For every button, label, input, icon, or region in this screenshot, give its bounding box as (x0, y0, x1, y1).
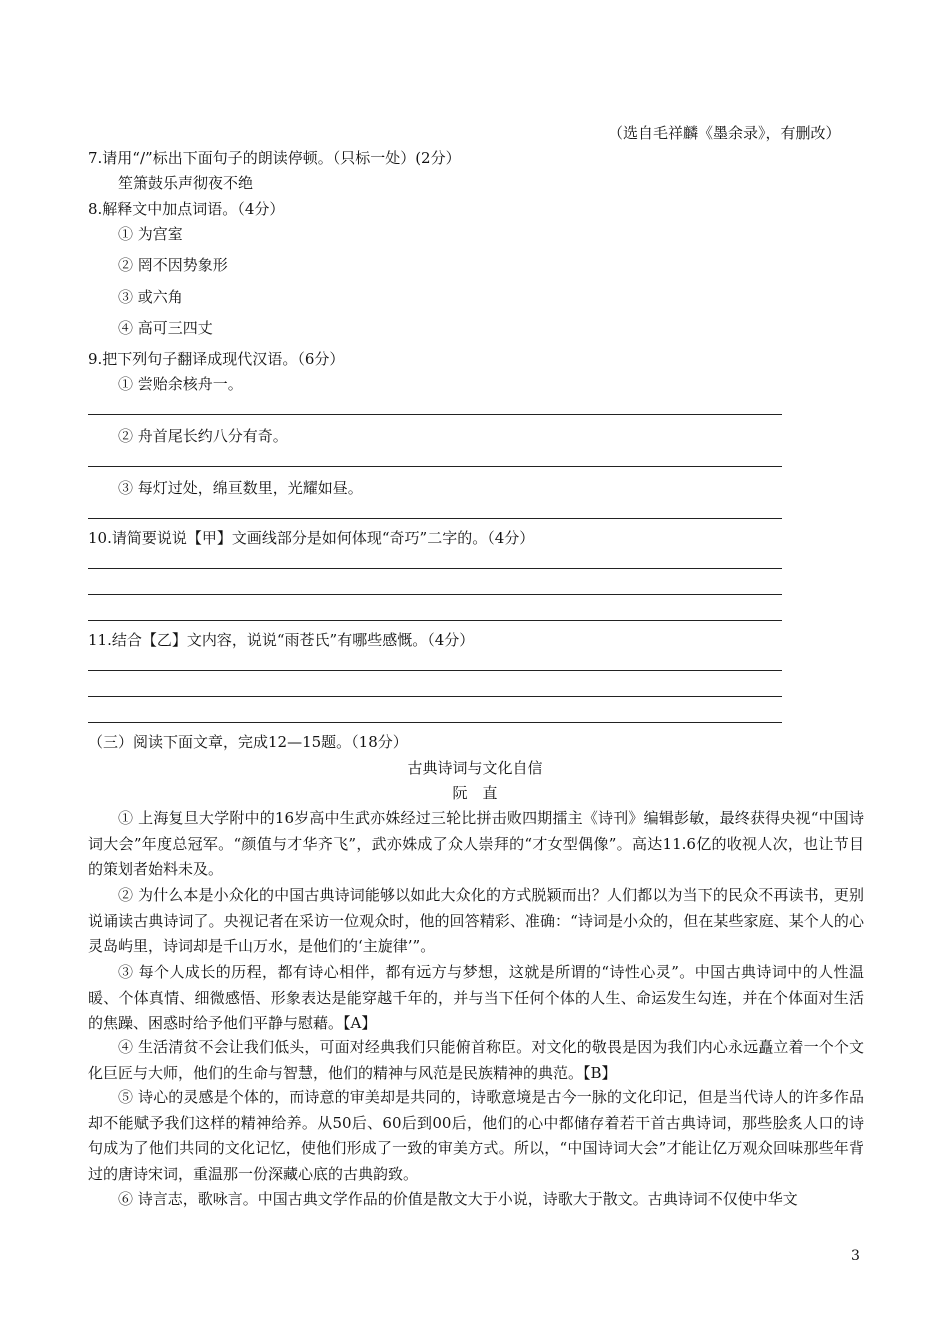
answer-line[interactable] (88, 696, 782, 697)
article-paragraph: ⑥ 诗言志，歌咏言。中国古典文学作品的价值是散文大于小说，诗歌大于散文。古典诗词不仅使中华文 (118, 1190, 798, 1208)
article-paragraph: ③ 每个人成长的历程，都有诗心相伴，都有远方与梦想，这就是所谓的“诗性心灵”。中国古典诗词中的人性温暖、个体真情、细微感悟、形象表达是能穿越千年的，并与当下任何个体的人生、命运发生勾连，并在个体面对生活的焦躁、困惑时给予他们平静与慰藉。【A】 (88, 963, 864, 1032)
question-7: 7.请用“/”标出下面句子的朗读停顿。（只标一处）(2分） (88, 149, 461, 167)
answer-line[interactable] (88, 722, 782, 723)
article-paragraph: ② 为什么本是小众化的中国古典诗词能够以如此大众化的方式脱颖而出？人们都以为当下的民众不再读书，更别说诵读古典诗词了。央视记者在采访一位观众时，他的回答精彩、准确：“诗词是小众的，但在某些家庭、某个人的心灵岛屿里，诗词却是千山万水，是他们的‘主旋律’”。 (88, 886, 864, 955)
question-8-item: ① 为宫室 (118, 225, 183, 243)
question-9: 9.把下列句子翻译成现代汉语。（6分） (88, 350, 345, 368)
article-title: 古典诗词与文化自信 (407, 759, 543, 777)
article-author: 阮 直 (452, 784, 498, 802)
question-8-item: ④ 高可三四丈 (118, 319, 213, 337)
answer-line[interactable] (88, 620, 782, 621)
question-10: 10.请简要说说【甲】文画线部分是如何体现“奇巧”二字的。（4分） (88, 529, 535, 547)
question-9-item: ③ 每灯过处，绵亘数里，光耀如昼。 (118, 479, 363, 497)
answer-line[interactable] (88, 414, 782, 415)
article-paragraph: ④ 生活清贫不会让我们低头，可面对经典我们只能俯首称臣。对文化的敬畏是因为我们内心永远矗立着一个个文化巨匠与大师，他们的生命与智慧，他们的精神与风范是民族精神的典范。【B】 (88, 1038, 864, 1082)
answer-line[interactable] (88, 518, 782, 519)
page-number: 3 (851, 1248, 860, 1264)
question-7-sentence: 笙箫鼓乐声彻夜不绝 (118, 174, 254, 192)
question-9-item: ② 舟首尾长约八分有奇。 (118, 427, 288, 445)
answer-line[interactable] (88, 594, 782, 595)
question-8-item: ② 罔不因势象形 (118, 256, 228, 274)
question-8-item: ③ 或六角 (118, 288, 183, 306)
question-11: 11.结合【乙】文内容，说说“雨苍氏”有哪些感慨。（4分） (88, 631, 475, 649)
section-heading: （三）阅读下面文章，完成12—15题。（18分） (88, 733, 408, 751)
article-paragraph: ① 上海复旦大学附中的16岁高中生武亦姝经过三轮比拼击败四期擂主《诗刊》编辑彭敏，最终获得央视“中国诗词大会”年度总冠军。“颜值与才华齐飞”，武亦姝成了众人崇拜的“才女型偶像”。高达11.6亿的收视人次，也让节目的策划者始料未及。 (88, 809, 864, 878)
answer-line[interactable] (88, 466, 782, 467)
source-note: （选自毛祥麟《墨余录》，有删改） (608, 124, 841, 142)
question-8: 8.解释文中加点词语。（4分） (88, 200, 285, 218)
answer-line[interactable] (88, 568, 782, 569)
answer-line[interactable] (88, 670, 782, 671)
article-paragraph: ⑤ 诗心的灵感是个体的，而诗意的审美却是共同的，诗歌意境是古今一脉的文化印记，但是当代诗人的许多作品却不能赋予我们这样的精神给养。从50后、60后到00后，他们的心中都储存着若干首古典诗词，那些脍炙人口的诗句成为了他们共同的文化记忆，使他们形成了一致的审美方式。所以，“中国诗词大会”才能让亿万观众回味那些年背过的唐诗宋词，重温那一份深藏心底的古典韵致。 (88, 1088, 864, 1183)
question-9-item: ① 尝贻余核舟一。 (118, 375, 243, 393)
